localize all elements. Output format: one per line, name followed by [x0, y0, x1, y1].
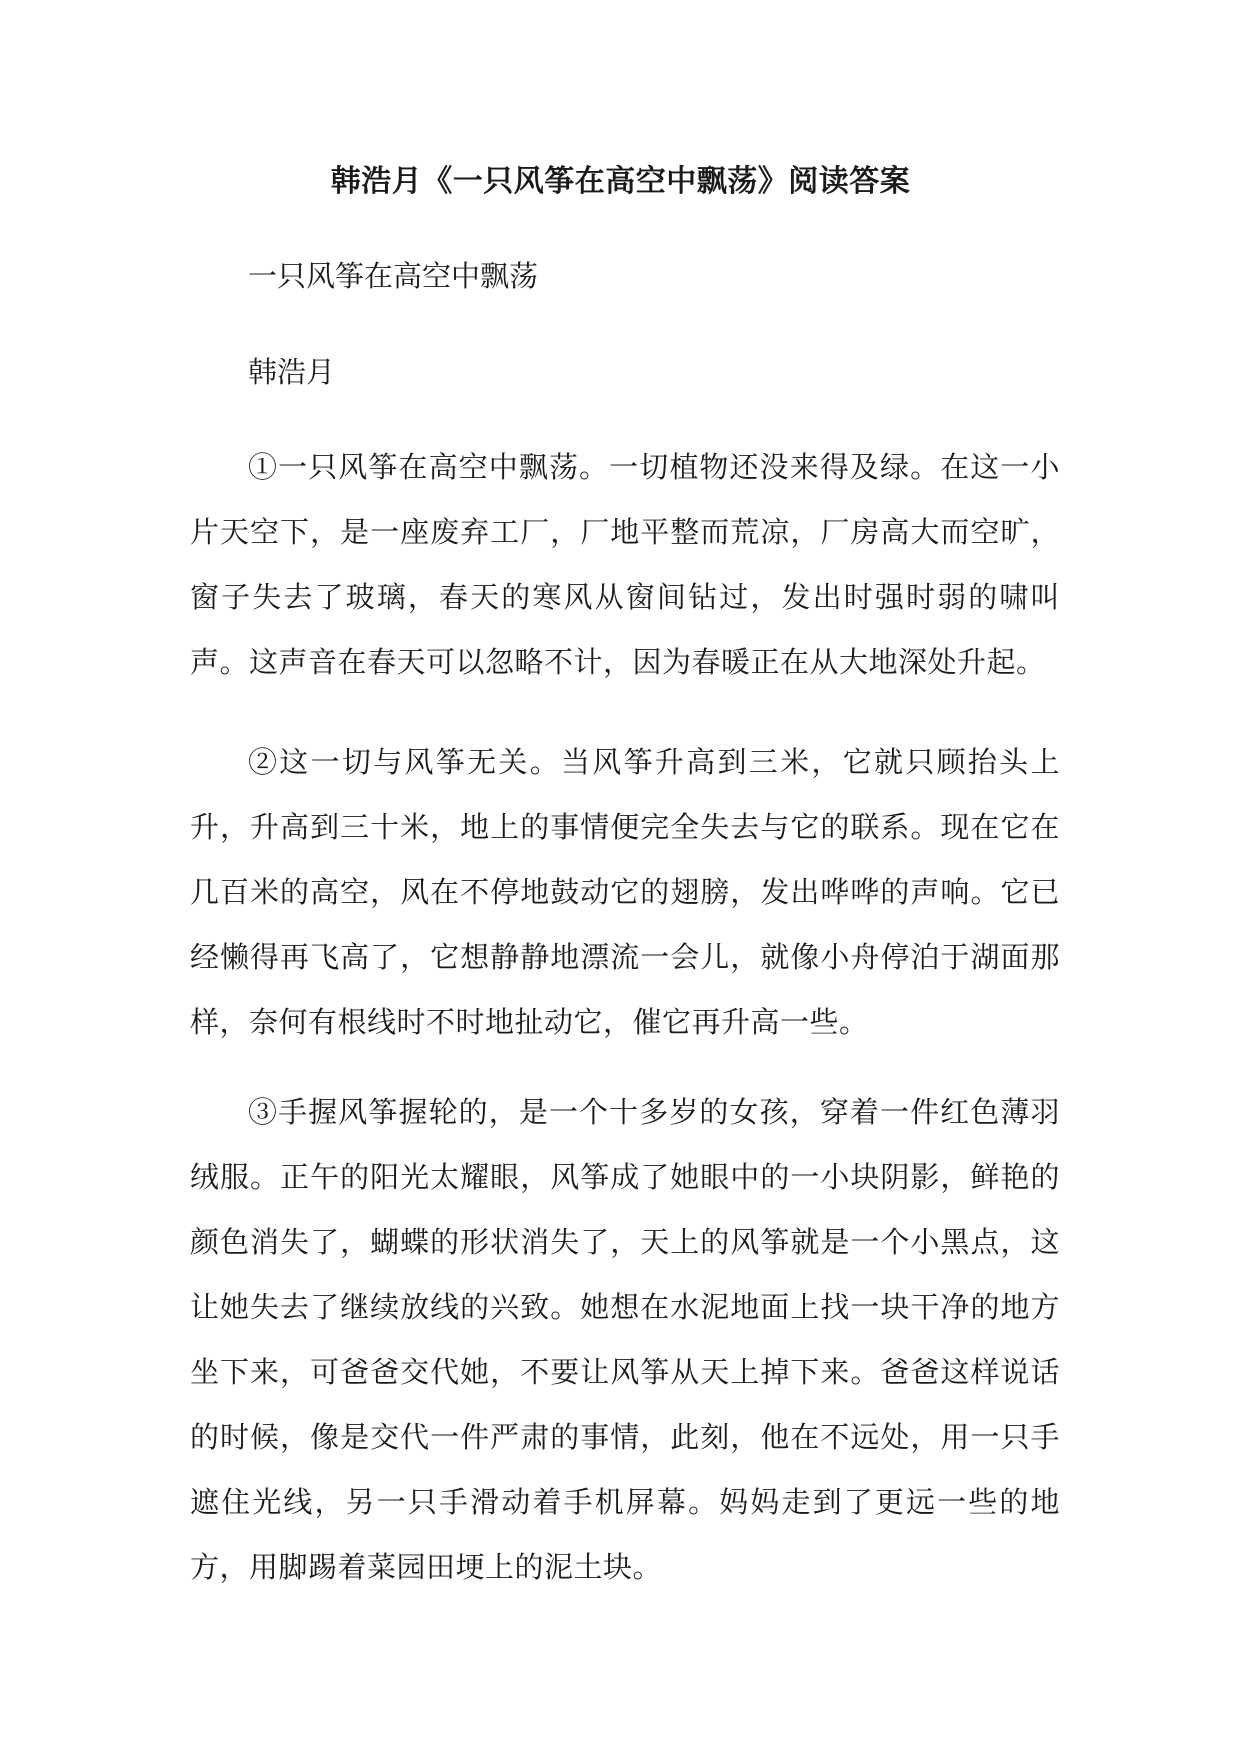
paragraph-1: ①一只风筝在高空中飘荡。一切植物还没来得及绿。在这一小片天空下，是一座废弃工厂，厂地平整而荒凉，厂房高大而空旷，窗子失去了玻璃，春天的寒风从窗间钻过，发出时强时弱的啸叫声。这声音在春天可以忽略不计，因为春暖正在从大地深处升起。 — [190, 450, 1060, 679]
paragraph-2: ②这一切与风筝无关。当风筝升高到三米，它就只顾抬头上升，升高到三十米，地上的事情便完全失去与它的联系。现在它在几百米的高空，风在不停地鼓动它的翅膀，发出哗哗的声响。它已经懒得再飞高了，它想静静地漂流一会儿，就像小舟停泊于湖面那样，奈何有根线时不时地扯动它，催它再升高一些。 — [190, 745, 1060, 1039]
story-title: 一只风筝在高空中飘荡 — [248, 259, 539, 293]
document-title: 韩浩月《一只风筝在高空中飘荡》阅读答案 — [330, 164, 911, 199]
paragraph-3: ③手握风筝握轮的，是一个十多岁的女孩，穿着一件红色薄羽绒服。正午的阳光太耀眼，风筝成了她眼中的一小块阴影，鲜艳的颜色消失了，蝴蝶的形状消失了，天上的风筝就是一个小黑点，这让她失去了继续放线的兴致。她想在水泥地面上找一块干净的地方坐下来，可爸爸交代她，不要让风筝从天上掉下来。爸爸这样说话的时候，像是交代一件严肃的事情，此刻，他在不远处，用一只手遮住光线，另一只手滑动着手机屏幕。妈妈走到了更远一些的地方，用脚踢着菜园田埂上的泥土块。 — [190, 1095, 1060, 1584]
author-name: 韩浩月 — [248, 355, 336, 389]
